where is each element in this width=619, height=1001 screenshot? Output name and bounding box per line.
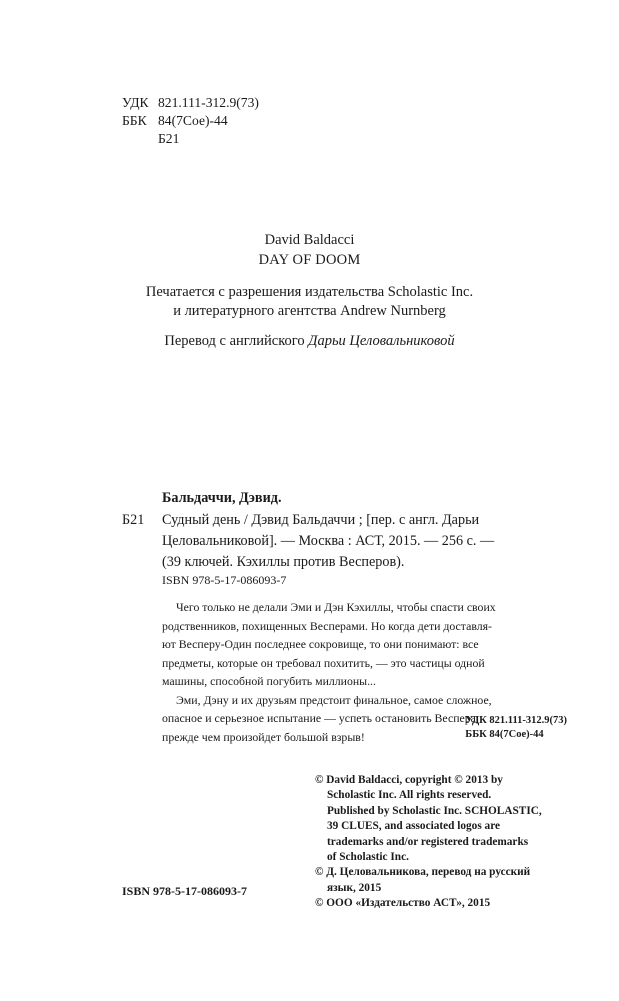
permission-notice	[0, 283, 619, 321]
copyright-line: язык, 2015	[327, 881, 382, 894]
annotation-line: родственников, похищенных Весперами. Но когда дети доставля-	[162, 618, 492, 633]
copyright-line: trademarks and/or registered trademarks	[327, 835, 529, 848]
copyright-line: Scholastic Inc. All rights reserved.	[327, 789, 492, 802]
annotation-line: опасное и серьезное испытание — успеть остановить Веспера,	[162, 711, 479, 725]
copyright-line: of Scholastic Inc.	[327, 851, 409, 864]
annotation-line: предметы, которые он требовал похитить, — это частицы одной	[162, 655, 485, 670]
catalog-heading: Бальдаччи, Дэвид.	[162, 490, 282, 506]
translation-credit	[0, 333, 619, 350]
permission-line-2: и литературного агентства Andrew Nurnberg	[173, 303, 446, 319]
udk-value: 821.111-312.9(73)	[158, 95, 259, 110]
catalog-code: Б21	[122, 512, 145, 528]
annotation-line: ют Весперу-Один последнее сокровище, то они понимают: все	[162, 637, 479, 651]
annotation-line: Эми, Дэну и их друзьям предстоит финальное, самое сложное,	[176, 692, 492, 707]
catalog-description	[162, 510, 580, 573]
annotation-line: Чего только не делали Эми и Дэн Кэхиллы, чтобы спасти своих	[176, 600, 496, 614]
annotation-bbk: ББК 84(7Сое)-44	[465, 729, 544, 740]
translator-name: Дарьи Целовальниковой	[308, 333, 455, 349]
udk-row	[122, 94, 259, 112]
annotation-udk: УДК 821.111-312.9(73)	[465, 715, 567, 726]
book-isbn: ISBN 978-5-17-086093-7	[122, 884, 247, 898]
udk-label: УДК	[122, 95, 149, 110]
catalog-line-1: Судный день / Дэвид Бальдаччи ; [пер. с англ. Дарьи	[162, 512, 480, 528]
copyright-line: Published by Scholastic Inc. SCHOLASTIC,	[327, 804, 542, 817]
catalog-line-2: Целовальниковой]. — Москва : АСТ, 2015. — 256 с. —	[162, 533, 495, 549]
copyright-line: © ООО «Издательство АСТ», 2015	[315, 897, 491, 910]
catalog-isbn: ISBN 978-5-17-086093-7	[162, 573, 287, 587]
copyright-block	[315, 773, 595, 912]
copyright-line: © David Baldacci, copyright © 2013 by	[315, 774, 503, 786]
original-author: David Baldacci	[264, 232, 355, 248]
classification-block	[122, 94, 259, 148]
annotation-line: машины, способной погубить миллионы...	[162, 674, 376, 688]
bbk-row	[122, 112, 259, 130]
bbk-label: ББК	[122, 113, 147, 128]
permission-line-1: Печатается с разрешения издательства Scholastic Inc.	[145, 284, 474, 300]
copyright-line: 39 CLUES, and associated logos are	[327, 820, 501, 833]
translation-prefix: Перевод с английского	[164, 333, 305, 349]
annotation-line: прежде чем произойдет большой взрыв!	[162, 729, 365, 744]
annotation-classification	[465, 714, 567, 742]
bbk-value: 84(7Сое)-44	[158, 113, 228, 128]
catalog-line-3: (39 ключей. Кэхиллы против Весперов).	[162, 554, 405, 570]
copyright-line: © Д. Целовальникова, перевод на русский	[315, 866, 531, 879]
original-title: DAY OF DOOM	[258, 252, 361, 268]
author-mark: Б21	[158, 131, 180, 146]
